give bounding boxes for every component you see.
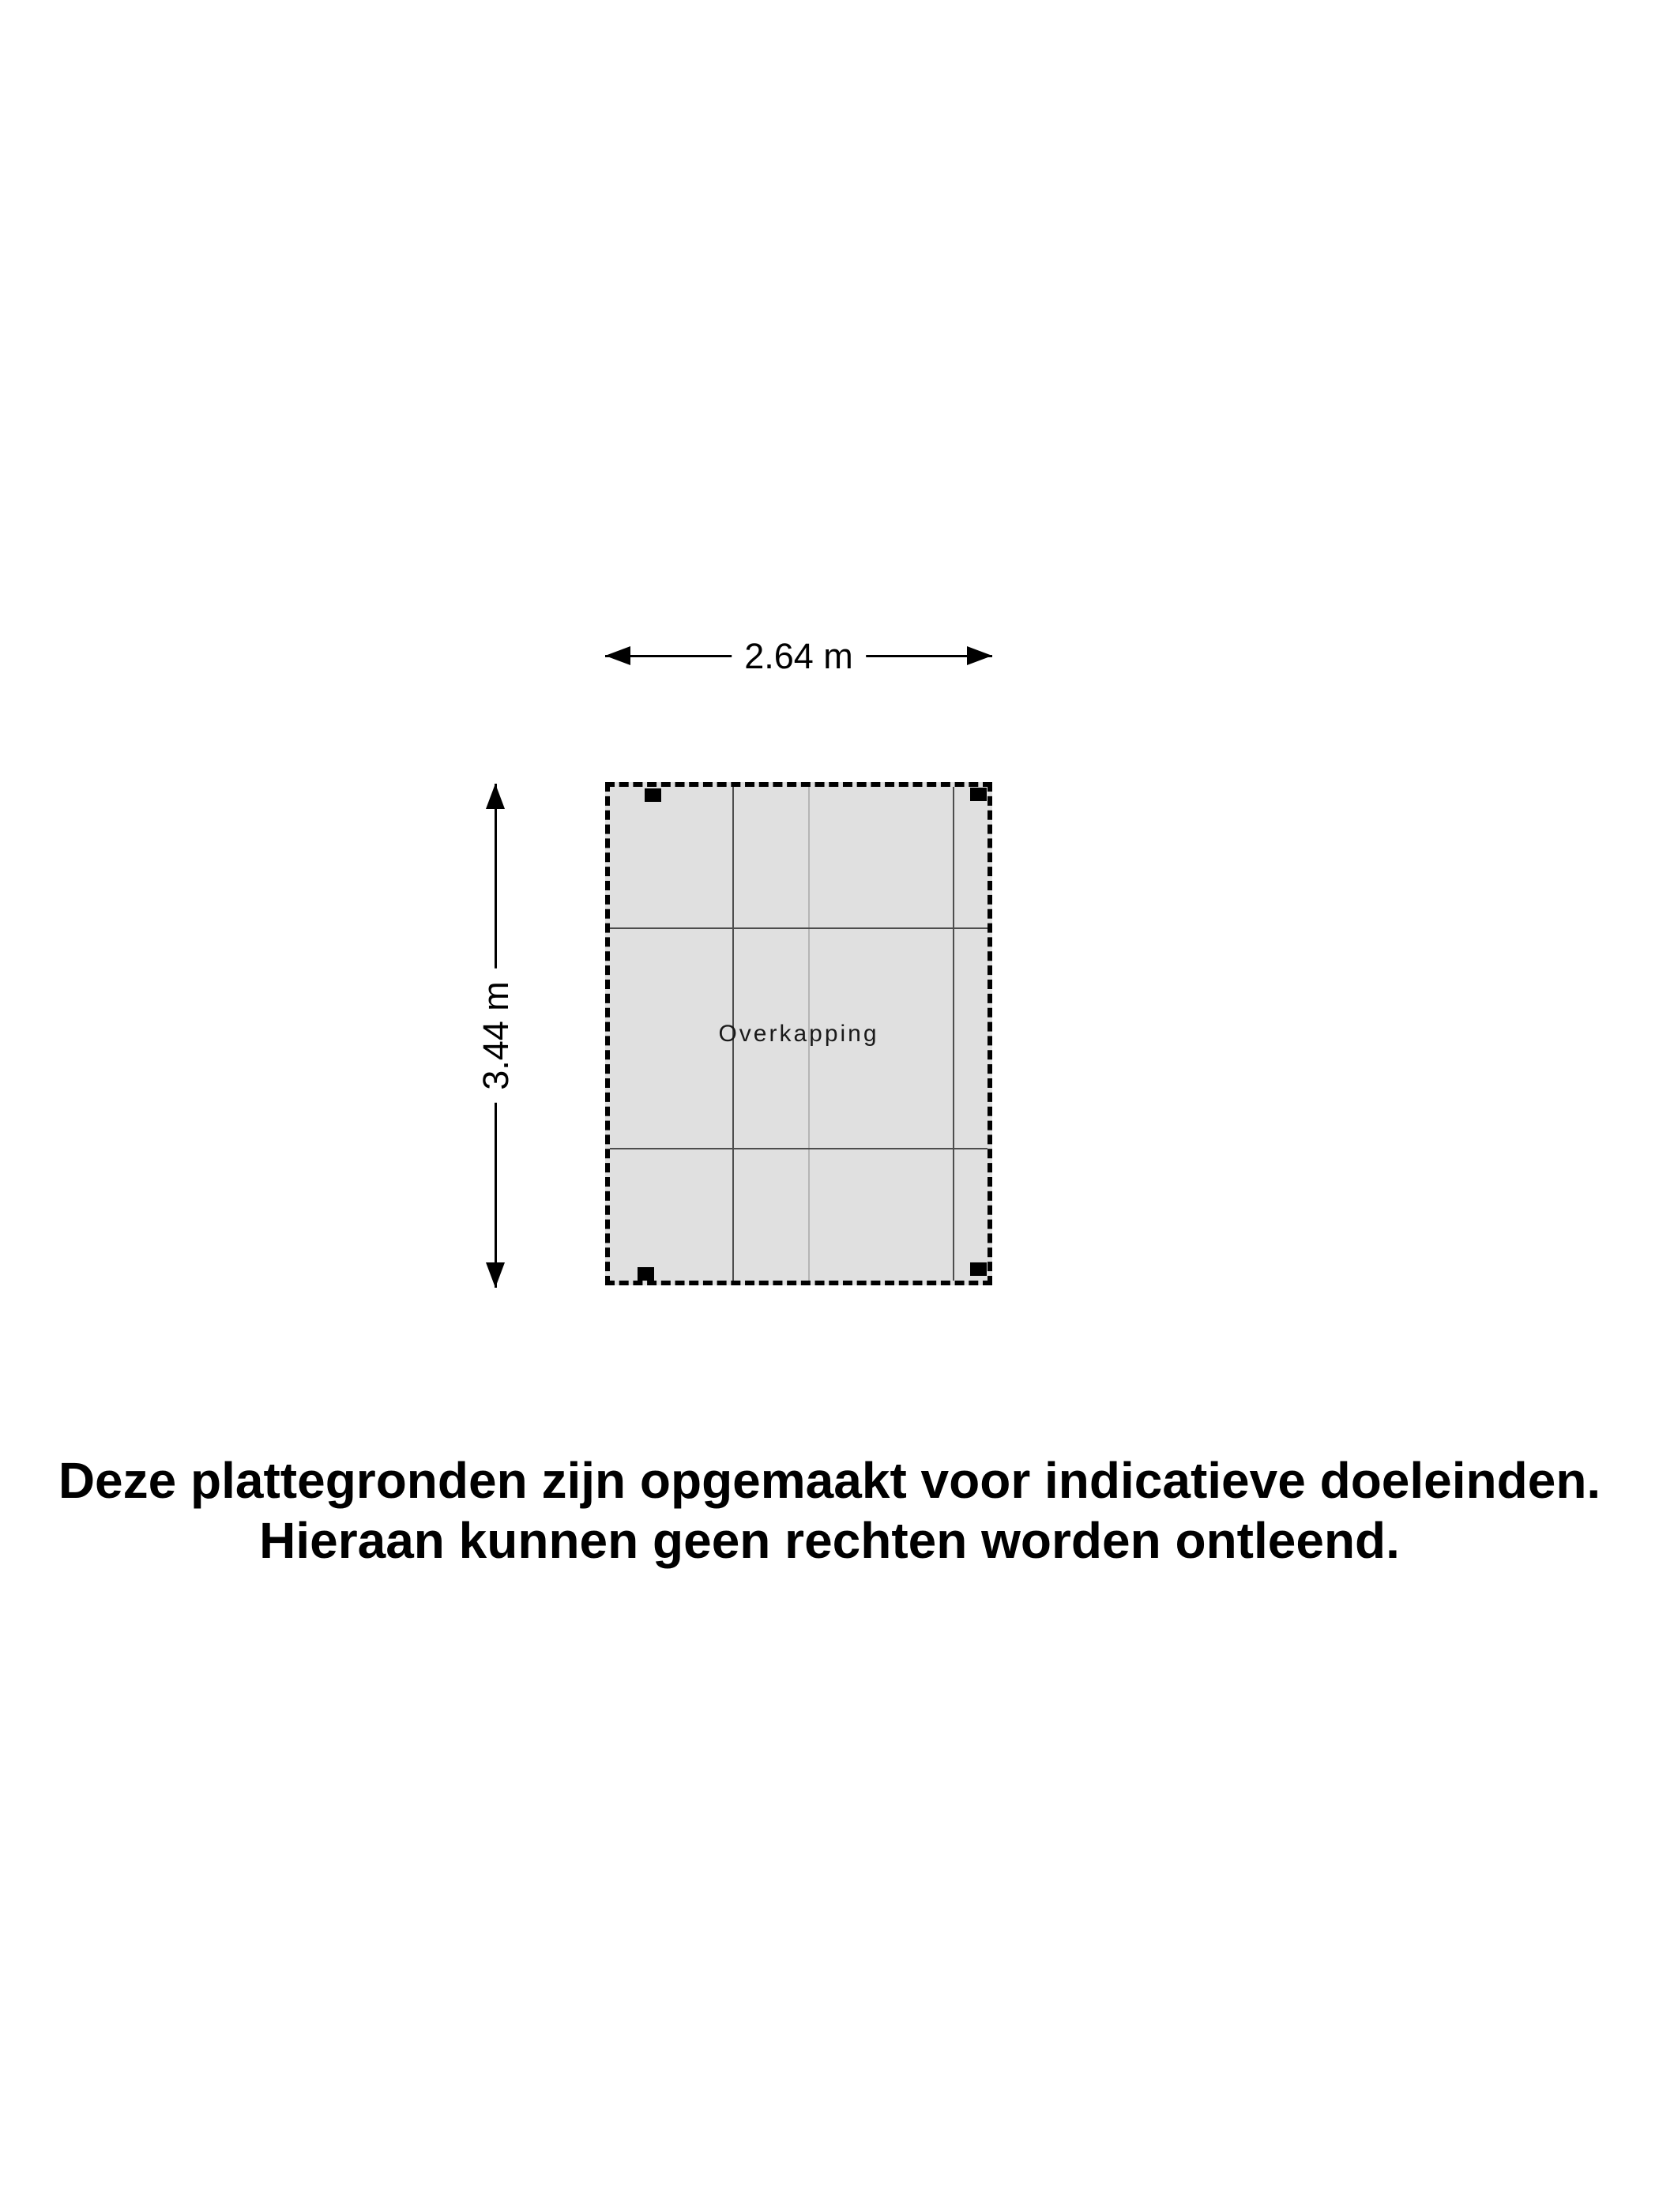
grid-line-vertical-3 [953,787,954,1281]
height-dimension-label: 3.44 m [476,969,517,1103]
room-label: Overkapping [718,1020,879,1047]
disclaimer-text [0,1450,1659,1571]
arrow-up-icon [486,784,505,809]
arrow-left-icon [605,646,630,665]
arrow-down-icon [486,1262,505,1288]
post-bottom-left [638,1267,654,1281]
post-bottom-right [970,1262,987,1276]
post-top-right [970,788,987,801]
overkapping-room-outline [605,782,992,1285]
post-top-left [645,788,661,802]
width-dimension-label: 2.64 m [732,636,866,677]
arrow-right-icon [967,646,992,665]
disclaimer-line-2: Hieraan kunnen geen rechten worden ontleend. [259,1512,1400,1569]
grid-line-horizontal-2 [610,1148,988,1149]
grid-line-horizontal-1 [610,927,988,929]
disclaimer-line-1: Deze plattegronden zijn opgemaakt voor indicatieve doeleinden. [58,1452,1601,1509]
